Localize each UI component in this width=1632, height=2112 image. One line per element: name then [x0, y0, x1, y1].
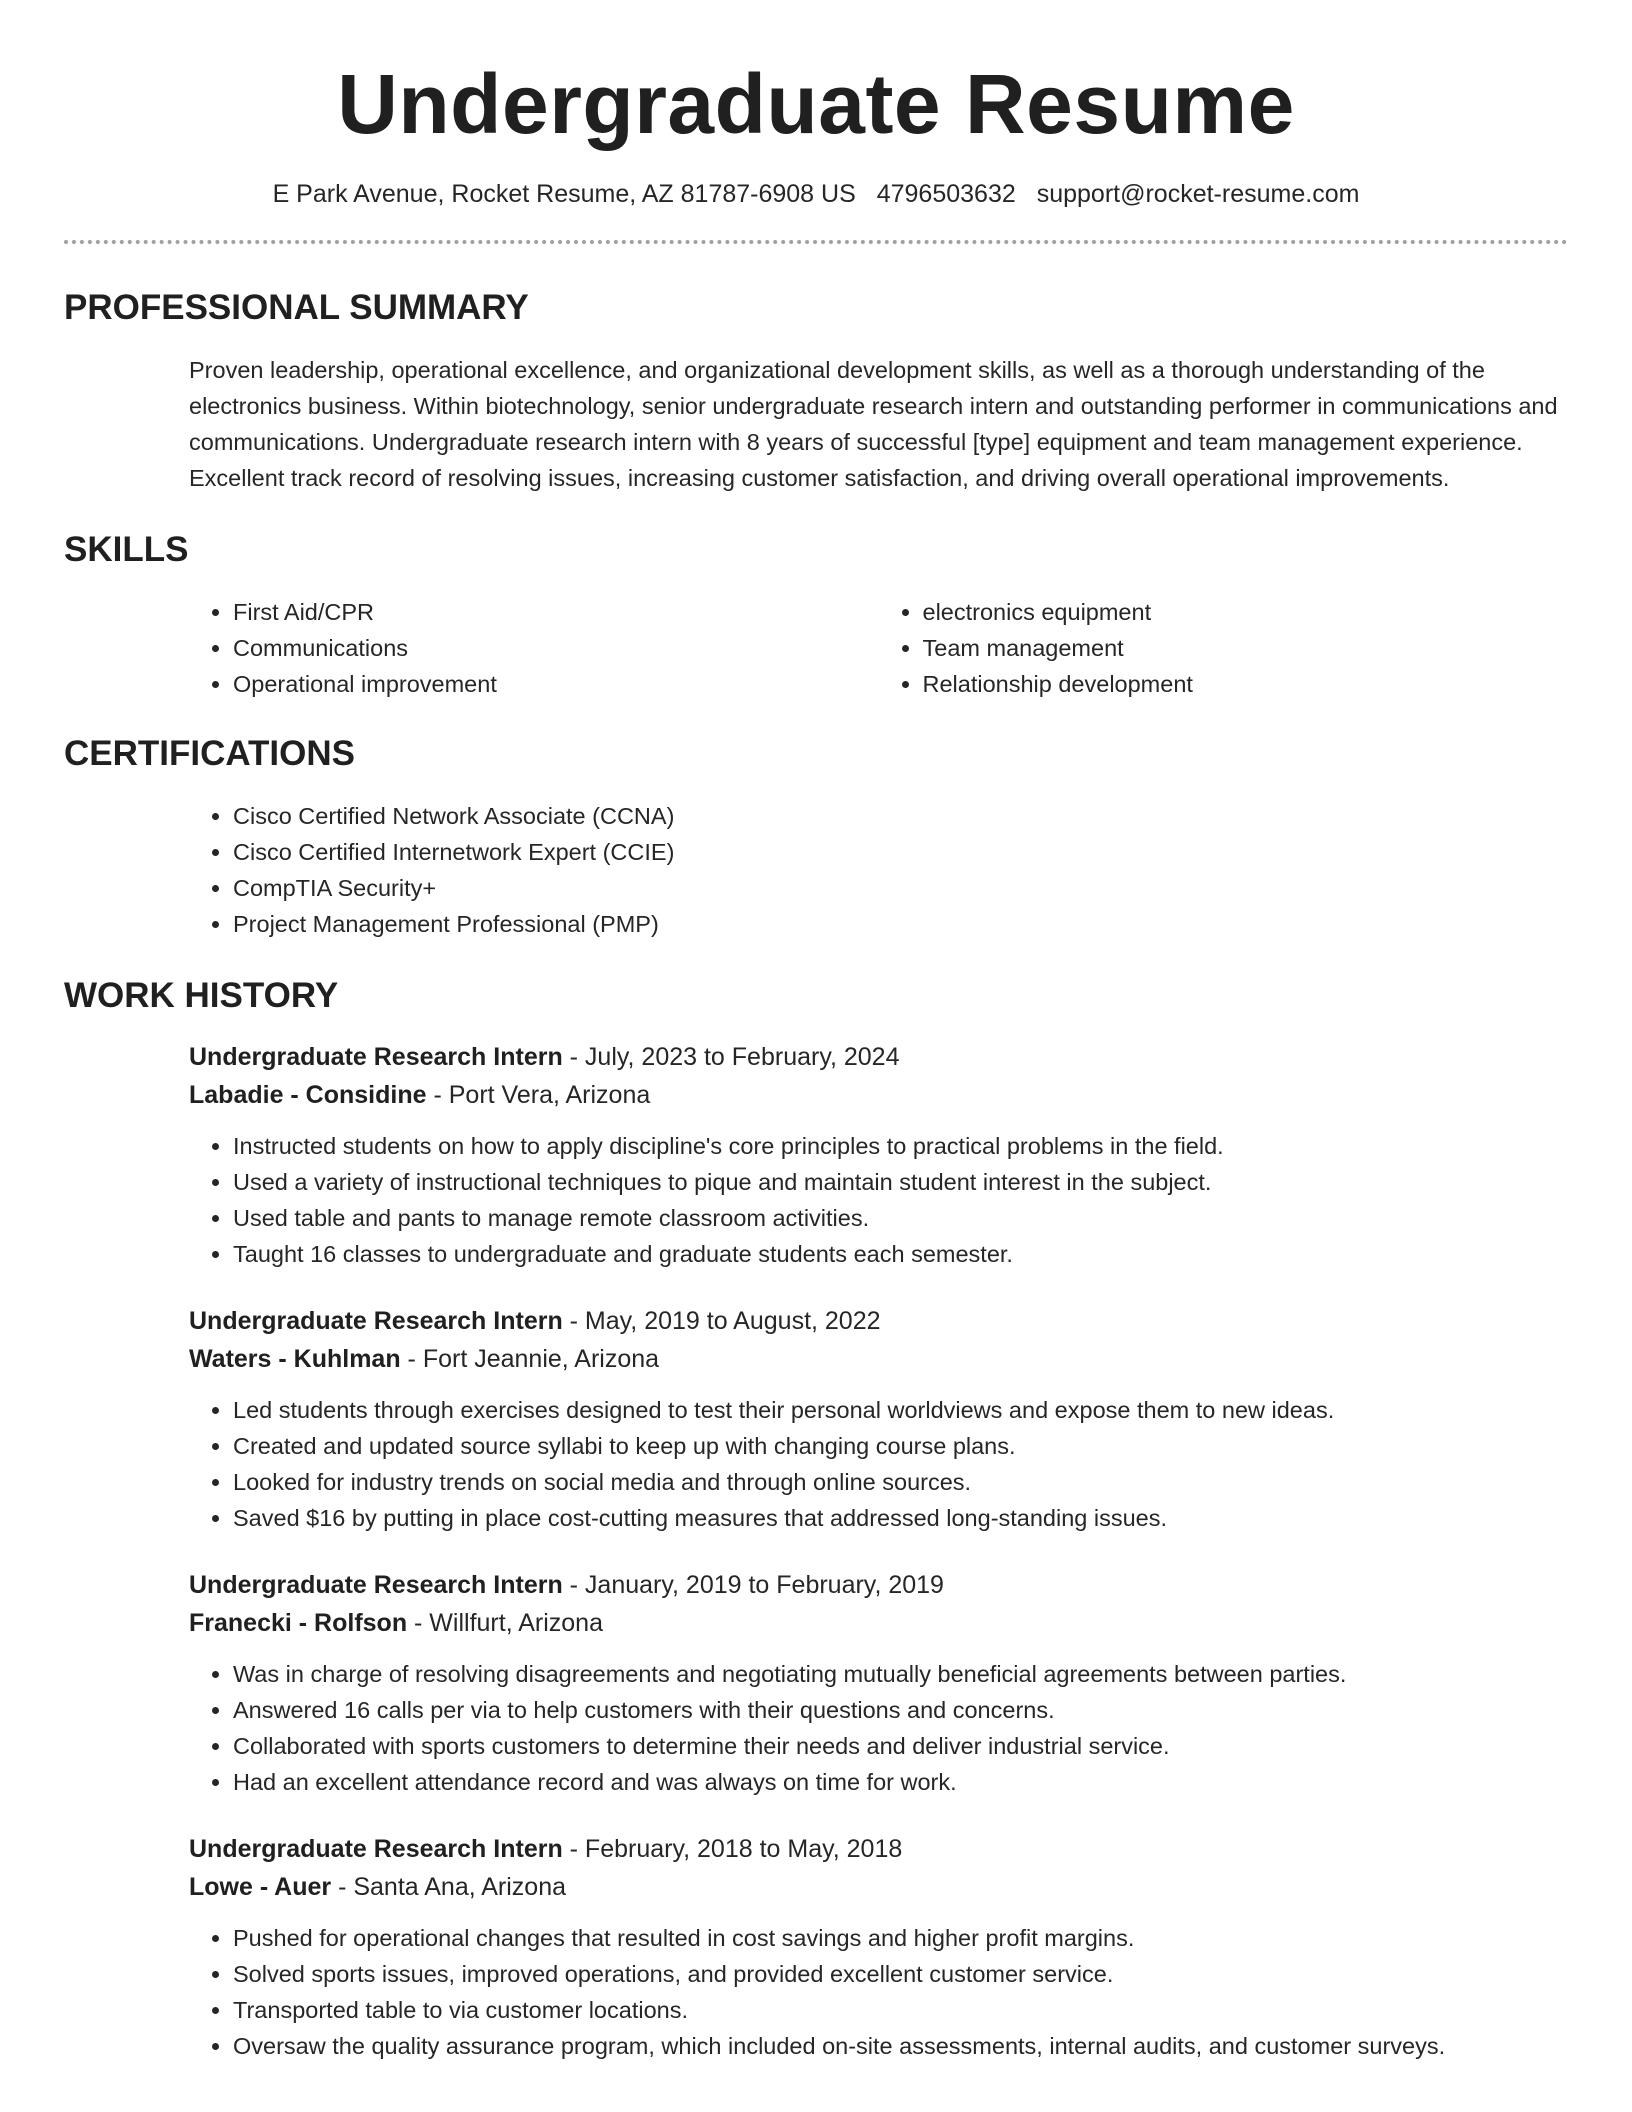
summary-heading: PROFESSIONAL SUMMARY [64, 288, 529, 327]
certification-item: • Project Management Professional (PMP) [233, 906, 1568, 942]
skill-item: • Communications [233, 630, 879, 666]
job-company-line [189, 1340, 1568, 1378]
skill-item: • electronics equipment [923, 594, 1569, 630]
job-role-line [189, 1830, 1568, 1868]
summary-text: Proven leadership, operational excellence, and organizational development skills, as well as a thorough understanding of the electronics business. Within biotechnology, senior undergraduate research intern and outstanding performer in communications and communications. Undergraduate research intern with 8 years of successful [type] equipment and team management experience. Excellent track record of resolving issues, increasing customer satisfaction, and driving overall operational improvements. [189, 357, 1558, 491]
certification-item: • CompTIA Security+ [233, 870, 1568, 906]
job-bullet: • Transported table to via customer locations. [233, 1992, 1568, 2028]
job-location: - Port Vera, Arizona [426, 1081, 651, 1109]
job-location: - Willfurt, Arizona [407, 1609, 603, 1637]
job-bullet: • Taught 16 classes to undergraduate and graduate students each semester. [233, 1236, 1568, 1272]
skill-item: • Relationship development [923, 666, 1569, 702]
job-role: Undergraduate Research Intern [189, 1571, 563, 1599]
contact-line [0, 178, 1632, 210]
job-dates: - February, 2018 to May, 2018 [562, 1835, 903, 1863]
summary-section [0, 286, 1632, 496]
job-role: Undergraduate Research Intern [189, 1307, 563, 1335]
job-bullet: • Oversaw the quality assurance program, which included on-site assessments, internal audits, and customer surveys. [233, 2028, 1568, 2064]
job-dates: - July, 2023 to February, 2024 [562, 1043, 900, 1071]
job-bullet: • Pushed for operational changes that resulted in cost savings and higher profit margins. [233, 1920, 1568, 1956]
job-bullet: • Had an excellent attendance record and was always on time for work. [233, 1764, 1568, 1800]
certification-item: • Cisco Certified Network Associate (CCNA) [233, 798, 1568, 834]
job-bullet: • Saved $16 by putting in place cost-cutting measures that addressed long-standing issues. [233, 1500, 1568, 1536]
contact-address: E Park Avenue, Rocket Resume, AZ 81787-6908 US [272, 180, 856, 208]
work-history-heading: WORK HISTORY [64, 976, 339, 1015]
job-dates: - May, 2019 to August, 2022 [562, 1307, 881, 1335]
job-entry [189, 1038, 1568, 1272]
job-entry [189, 1302, 1568, 1536]
job-role-line [189, 1302, 1568, 1340]
job-company-line [189, 1604, 1568, 1642]
job-bullets [189, 1920, 1568, 2064]
job-entry [189, 1830, 1568, 2064]
skills-list-right [879, 594, 1569, 702]
job-entry [189, 1566, 1568, 1800]
job-company-line [189, 1868, 1568, 1906]
job-bullets [189, 1392, 1568, 1536]
certifications-list [189, 798, 1568, 942]
job-company: Lowe - Auer [189, 1873, 332, 1901]
job-role-line [189, 1038, 1568, 1076]
job-company: Franecki - Rolfson [189, 1609, 408, 1637]
job-company: Labadie - Considine [189, 1081, 427, 1109]
work-history-section [0, 974, 1632, 2064]
job-role: Undergraduate Research Intern [189, 1835, 563, 1863]
job-company-line [189, 1076, 1568, 1114]
job-bullet: • Looked for industry trends on social media and through online sources. [233, 1464, 1568, 1500]
skills-section [0, 528, 1632, 702]
job-role: Undergraduate Research Intern [189, 1043, 563, 1071]
skill-item: • First Aid/CPR [233, 594, 879, 630]
header-divider [64, 240, 1568, 244]
job-dates: - January, 2019 to February, 2019 [562, 1571, 944, 1599]
certifications-heading: CERTIFICATIONS [64, 734, 356, 773]
certifications-section [0, 732, 1632, 942]
job-bullet: • Solved sports issues, improved operations, and provided excellent customer service. [233, 1956, 1568, 1992]
job-bullet: • Led students through exercises designed to test their personal worldviews and expose them to new ideas. [233, 1392, 1568, 1428]
job-role-line [189, 1566, 1568, 1604]
job-bullet: • Created and updated source syllabi to keep up with changing course plans. [233, 1428, 1568, 1464]
job-bullet: • Used table and pants to manage remote classroom activities. [233, 1200, 1568, 1236]
job-bullet: • Instructed students on how to apply discipline's core principles to practical problems in the field. [233, 1128, 1568, 1164]
skills-list-left [189, 594, 879, 702]
job-bullets [189, 1128, 1568, 1272]
job-bullet: • Used a variety of instructional techniques to pique and maintain student interest in the subject. [233, 1164, 1568, 1200]
skills-heading: SKILLS [64, 530, 189, 569]
contact-phone: 4796503632 [876, 180, 1016, 208]
job-bullet: • Answered 16 calls per via to help customers with their questions and concerns. [233, 1692, 1568, 1728]
job-bullet: • Was in charge of resolving disagreements and negotiating mutually beneficial agreements between parties. [233, 1656, 1568, 1692]
skill-item: • Team management [923, 630, 1569, 666]
job-bullet: • Collaborated with sports customers to determine their needs and deliver industrial service. [233, 1728, 1568, 1764]
job-location: - Santa Ana, Arizona [331, 1873, 567, 1901]
job-location: - Fort Jeannie, Arizona [400, 1345, 660, 1373]
job-company: Waters - Kuhlman [189, 1345, 401, 1373]
contact-email[interactable]: support@rocket-resume.com [1036, 180, 1360, 208]
skill-item: • Operational improvement [233, 666, 879, 702]
resume-title: Undergraduate Resume [337, 57, 1295, 151]
certification-item: • Cisco Certified Internetwork Expert (CCIE) [233, 834, 1568, 870]
job-bullets [189, 1656, 1568, 1800]
